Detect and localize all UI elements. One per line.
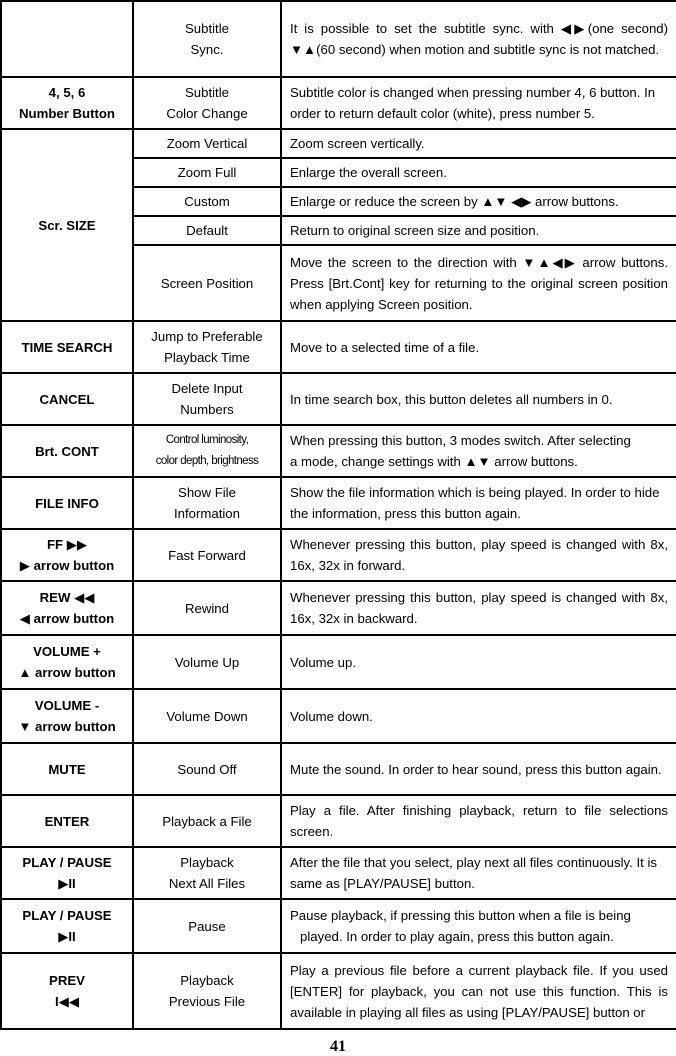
function-line: color depth, brightness	[155, 455, 259, 467]
key-cell	[1, 77, 133, 129]
key-cell: TIME SEARCH	[1, 321, 133, 373]
description-cell: Volume down.	[281, 689, 676, 743]
key-cell	[1, 953, 133, 1029]
function-line: Sync.	[190, 42, 224, 57]
description-cell: Enlarge the overall screen.	[281, 158, 676, 187]
key-cell: Scr. SIZE	[1, 129, 133, 321]
description-line: When pressing this button, 3 modes switch. After selecting	[290, 433, 631, 448]
description-cell: It is possible to set the subtitle sync. with ◀▶(one second) ▼▲(60 second) when motion and subtitle sync is not matched.	[281, 1, 676, 77]
function-cell	[133, 321, 281, 373]
key-cell: CANCEL	[1, 373, 133, 425]
function-line: Playback Time	[164, 350, 250, 365]
key-line: Number Button	[19, 106, 115, 121]
table-row	[1, 321, 676, 373]
function-cell	[133, 847, 281, 899]
table-row	[1, 953, 676, 1029]
table-row	[1, 477, 676, 529]
description-line: played. In order to play again, press this button again.	[300, 929, 614, 944]
key-line: REW ◀◀	[39, 590, 95, 605]
table-row	[1, 425, 676, 477]
key-line: 4, 5, 6	[48, 85, 86, 100]
table-row	[1, 529, 676, 581]
key-line: ▶II	[58, 929, 76, 944]
key-cell	[1, 1, 133, 77]
key-line: PLAY / PAUSE	[22, 908, 112, 923]
function-line: Color Change	[166, 106, 248, 121]
key-line: ▶II	[58, 876, 76, 891]
description-cell: Play a previous file before a current playback file. If you used [ENTER] for playback, you can not use this function. This is available in playing all files as using [PLAY/PAUSE] button or	[281, 953, 676, 1029]
function-line: Playback	[180, 855, 234, 870]
description-cell: Volume up.	[281, 635, 676, 689]
function-line: Subtitle	[185, 85, 229, 100]
function-cell: Rewind	[133, 581, 281, 635]
key-cell	[1, 529, 133, 581]
key-cell	[1, 899, 133, 953]
function-cell: Zoom Full	[133, 158, 281, 187]
function-cell: Default	[133, 216, 281, 245]
function-cell: Zoom Vertical	[133, 129, 281, 158]
description-cell: Subtitle color is changed when pressing number 4, 6 button. In order to return default color (white), press number 5.	[281, 77, 676, 129]
key-cell	[1, 847, 133, 899]
key-line: I◀◀	[55, 994, 79, 1009]
description-cell: Move the screen to the direction with ▼▲◀▶ arrow buttons. Press [Brt.Cont] key for returning to the original screen position when applying Screen position.	[281, 245, 676, 321]
key-line: ◀ arrow button	[19, 611, 115, 626]
function-line: Delete Input	[171, 381, 243, 396]
key-cell: FILE INFO	[1, 477, 133, 529]
key-line: ▶ arrow button	[19, 558, 115, 573]
function-line: Next All Files	[168, 876, 246, 891]
function-cell	[133, 425, 281, 477]
function-line: Jump to Preferable	[151, 329, 263, 344]
table-row	[1, 77, 676, 129]
key-line: ▲ arrow button	[18, 665, 116, 680]
key-line: FF ▶▶	[46, 537, 88, 552]
table-row	[1, 129, 676, 158]
table-row	[1, 743, 676, 795]
table-row	[1, 847, 676, 899]
function-cell: Fast Forward	[133, 529, 281, 581]
description-line: a mode, change settings with ▲▼ arrow buttons.	[290, 454, 578, 469]
table-row	[1, 373, 676, 425]
description-cell: Whenever pressing this button, play speed is changed with 8x, 16x, 32x in backward.	[281, 581, 676, 635]
table-row	[1, 1, 676, 77]
key-cell	[1, 581, 133, 635]
key-cell	[1, 689, 133, 743]
key-line: VOLUME -	[34, 698, 100, 713]
function-cell: Volume Up	[133, 635, 281, 689]
table-row	[1, 899, 676, 953]
function-line: Previous File	[168, 994, 246, 1009]
table-row	[1, 635, 676, 689]
function-cell	[133, 77, 281, 129]
table-row	[1, 581, 676, 635]
function-line: Subtitle	[185, 21, 229, 36]
key-line: PLAY / PAUSE	[22, 855, 112, 870]
description-cell: Whenever pressing this button, play speed is changed with 8x, 16x, 32x in forward.	[281, 529, 676, 581]
function-cell	[133, 953, 281, 1029]
function-cell: Screen Position	[133, 245, 281, 321]
function-cell: Playback a File	[133, 795, 281, 847]
function-cell: Custom	[133, 187, 281, 216]
function-line: Show File	[178, 485, 236, 500]
function-line: Numbers	[180, 402, 234, 417]
key-cell	[1, 635, 133, 689]
description-cell: Show the file information which is being played. In order to hide the information, press this button again.	[281, 477, 676, 529]
key-cell: Brt. CONT	[1, 425, 133, 477]
function-cell: Sound Off	[133, 743, 281, 795]
key-cell: ENTER	[1, 795, 133, 847]
function-cell	[133, 1, 281, 77]
description-cell: Mute the sound. In order to hear sound, press this button again.	[281, 743, 676, 795]
table-row	[1, 795, 676, 847]
description-cell: Move to a selected time of a file.	[281, 321, 676, 373]
key-cell: MUTE	[1, 743, 133, 795]
function-cell	[133, 477, 281, 529]
description-cell: Return to original screen size and position.	[281, 216, 676, 245]
key-line: PREV	[49, 973, 85, 988]
function-line: Playback	[180, 973, 234, 988]
description-cell	[281, 425, 676, 477]
description-line: Pause playback, if pressing this button when a file is being	[290, 908, 631, 923]
description-cell: Enlarge or reduce the screen by ▲▼ ◀▶ arrow buttons.	[281, 187, 676, 216]
page-number: 41	[330, 1038, 346, 1055]
function-cell	[133, 373, 281, 425]
function-line: Information	[174, 506, 240, 521]
description-cell: Zoom screen vertically.	[281, 129, 676, 158]
function-cell: Pause	[133, 899, 281, 953]
description-cell: In time search box, this button deletes all numbers in 0.	[281, 373, 676, 425]
key-line: ▼ arrow button	[18, 719, 116, 734]
description-cell: After the file that you select, play next all files continuously. It is same as [PLAY/PAUSE] button.	[281, 847, 676, 899]
function-cell: Volume Down	[133, 689, 281, 743]
table-row	[1, 689, 676, 743]
description-cell	[281, 899, 676, 953]
function-line: Control luminosity,	[165, 434, 249, 446]
description-cell: Play a file. After finishing playback, return to file selections screen.	[281, 795, 676, 847]
key-line: VOLUME +	[33, 644, 101, 659]
